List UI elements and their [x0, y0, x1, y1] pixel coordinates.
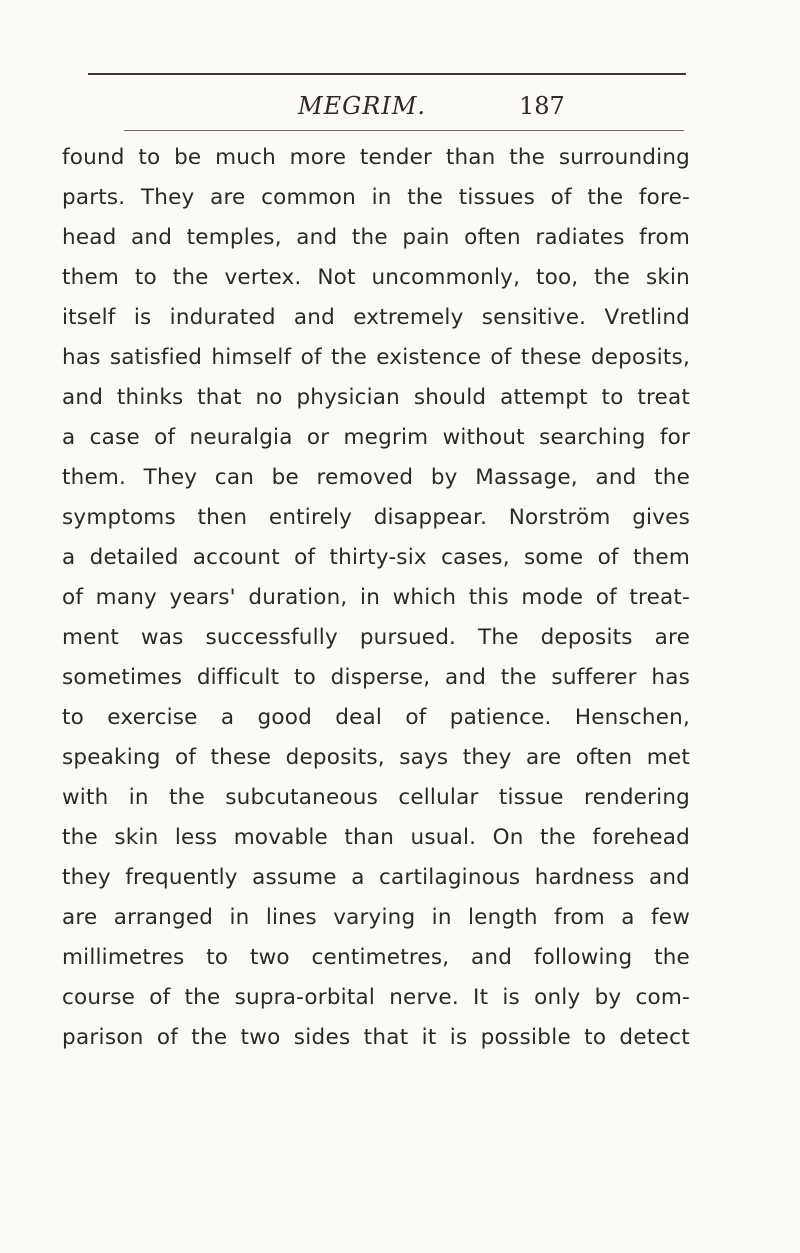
text-line: the skin less movable than usual. On the forehead	[62, 825, 690, 850]
text-line: has satisfied himself of the existence of these deposits,	[62, 345, 690, 370]
text-line: ment was successfully pursued. The deposits are	[62, 625, 690, 650]
running-head	[62, 92, 692, 132]
top-rule	[88, 73, 686, 75]
text-line: are arranged in lines varying in length from a few	[62, 905, 690, 930]
text-line: with in the subcutaneous cellular tissue rendering	[62, 785, 690, 810]
text-line: parts. They are common in the tissues of the fore-	[62, 185, 690, 210]
text-line: they frequently assume a cartilaginous hardness and	[62, 865, 690, 890]
text-line: millimetres to two centimetres, and following the	[62, 945, 690, 970]
header-rule	[124, 130, 684, 131]
text-line: sometimes difficult to disperse, and the sufferer has	[62, 665, 690, 690]
text-line: and thinks that no physician should attempt to treat	[62, 385, 690, 410]
text-line: speaking of these deposits, says they are often met	[62, 745, 690, 770]
text-line: them. They can be removed by Massage, and the	[62, 465, 690, 490]
text-line: a case of neuralgia or megrim without searching for	[62, 425, 690, 450]
body-text	[62, 138, 690, 1058]
text-line: symptoms then entirely disappear. Norström gives	[62, 505, 690, 530]
text-line: found to be much more tender than the surrounding	[62, 145, 690, 170]
text-line: of many years' duration, in which this mode of treat-	[62, 585, 690, 610]
text-line: them to the vertex. Not uncommonly, too, the skin	[62, 265, 690, 290]
text-line: course of the supra-orbital nerve. It is only by com-	[62, 985, 690, 1010]
text-line: itself is indurated and extremely sensitive. Vretlind	[62, 305, 690, 330]
text-line: a detailed account of thirty-six cases, some of them	[62, 545, 690, 570]
text-line: head and temples, and the pain often radiates from	[62, 225, 690, 250]
text-line: parison of the two sides that it is possible to detect	[62, 1025, 690, 1050]
running-title: MEGRIM.	[298, 92, 427, 120]
text-line: to exercise a good deal of patience. Henschen,	[62, 705, 690, 730]
page-number: 187	[519, 92, 565, 120]
